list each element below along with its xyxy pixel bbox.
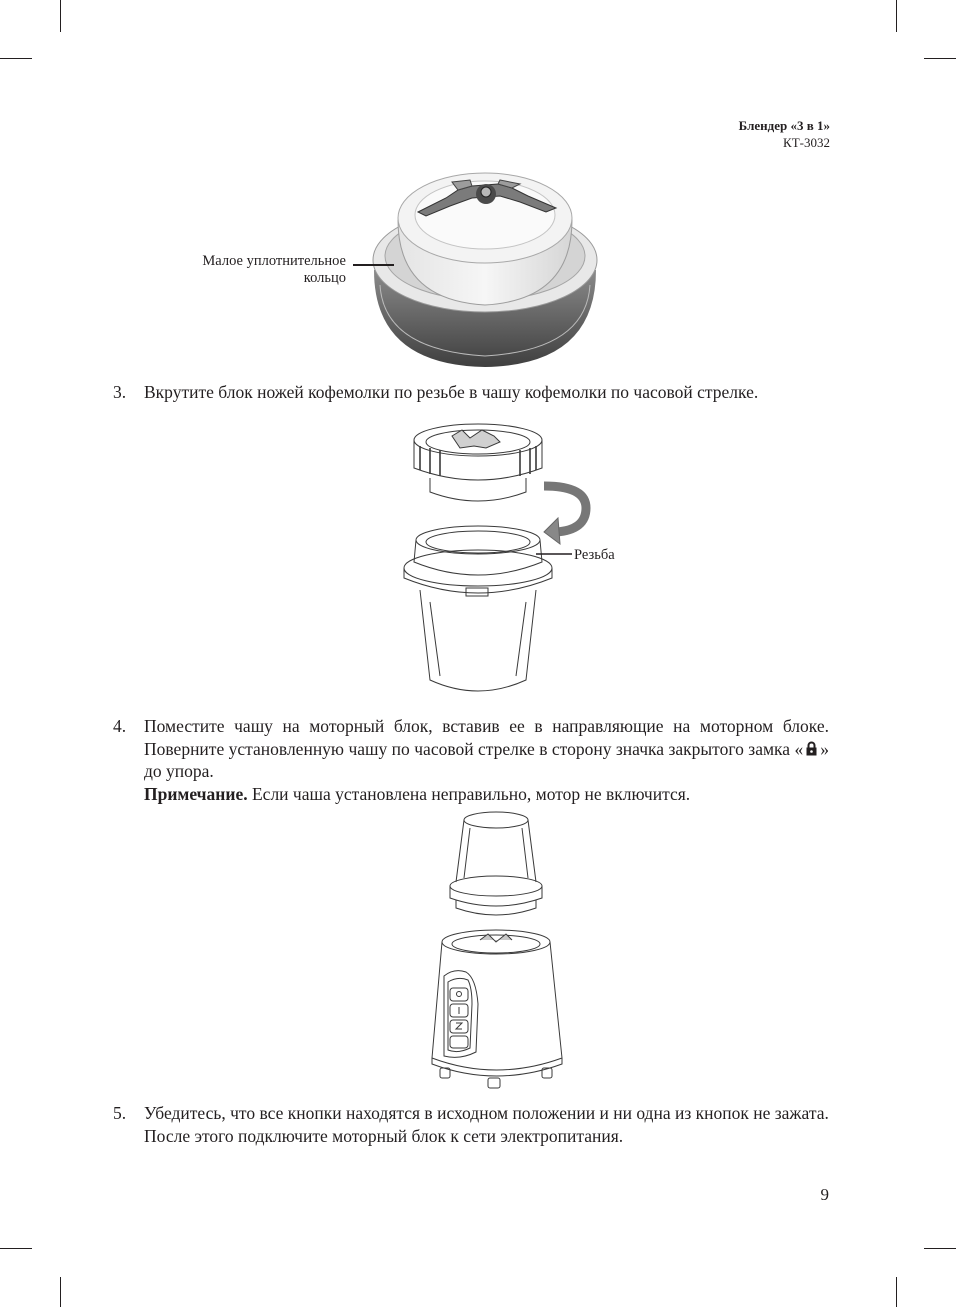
crop-mark	[60, 0, 61, 32]
lock-icon	[805, 741, 818, 756]
grinder-cup-assembly-illustration	[400, 412, 600, 702]
step-5	[113, 1102, 829, 1147]
crop-mark	[60, 1277, 61, 1307]
motor-unit-illustration	[410, 808, 570, 1093]
crop-mark	[896, 0, 897, 32]
page-number: 9	[820, 1185, 829, 1204]
crop-mark	[924, 1248, 956, 1249]
product-title: Блендер «3 в 1»	[738, 118, 830, 133]
step-text: Вкрутите блок ножей кофемолки по резьбе в чашу кофемолки по часовой стрелке.	[144, 382, 759, 402]
seal-ring-label: Малое уплотнительное кольцо	[202, 253, 346, 286]
running-header	[739, 117, 830, 151]
crop-mark	[0, 1248, 32, 1249]
blade-unit-illustration	[360, 160, 610, 375]
crop-mark	[0, 58, 32, 59]
seal-ring-callout-line	[353, 264, 394, 266]
step-text: Убедитесь, что все кнопки находятся в исходном положении и ни одна из кнопок не зажата. После этого подключите моторный блок к сети электропитания.	[144, 1103, 829, 1146]
step-4	[113, 715, 829, 805]
crop-mark	[924, 58, 956, 59]
step-3	[113, 381, 829, 404]
note-label: Примечание.	[144, 783, 248, 804]
model-number: КТ-3032	[783, 135, 830, 150]
step-number: 5.	[113, 1103, 127, 1123]
step-text: Поместите чашу на моторный блок, вставив ее в направляющие на моторном блоке. Поверните установленную чашу по часовой стрелке в сторону значка закрытого замка « » до упора.	[144, 716, 829, 781]
step-number: 4.	[113, 716, 127, 736]
note: Примечание. Если чаша установлена неправильно, мотор не включится.	[144, 783, 691, 804]
thread-label: Резьба	[574, 547, 615, 563]
step-number: 3.	[113, 382, 127, 402]
crop-mark	[896, 1277, 897, 1307]
